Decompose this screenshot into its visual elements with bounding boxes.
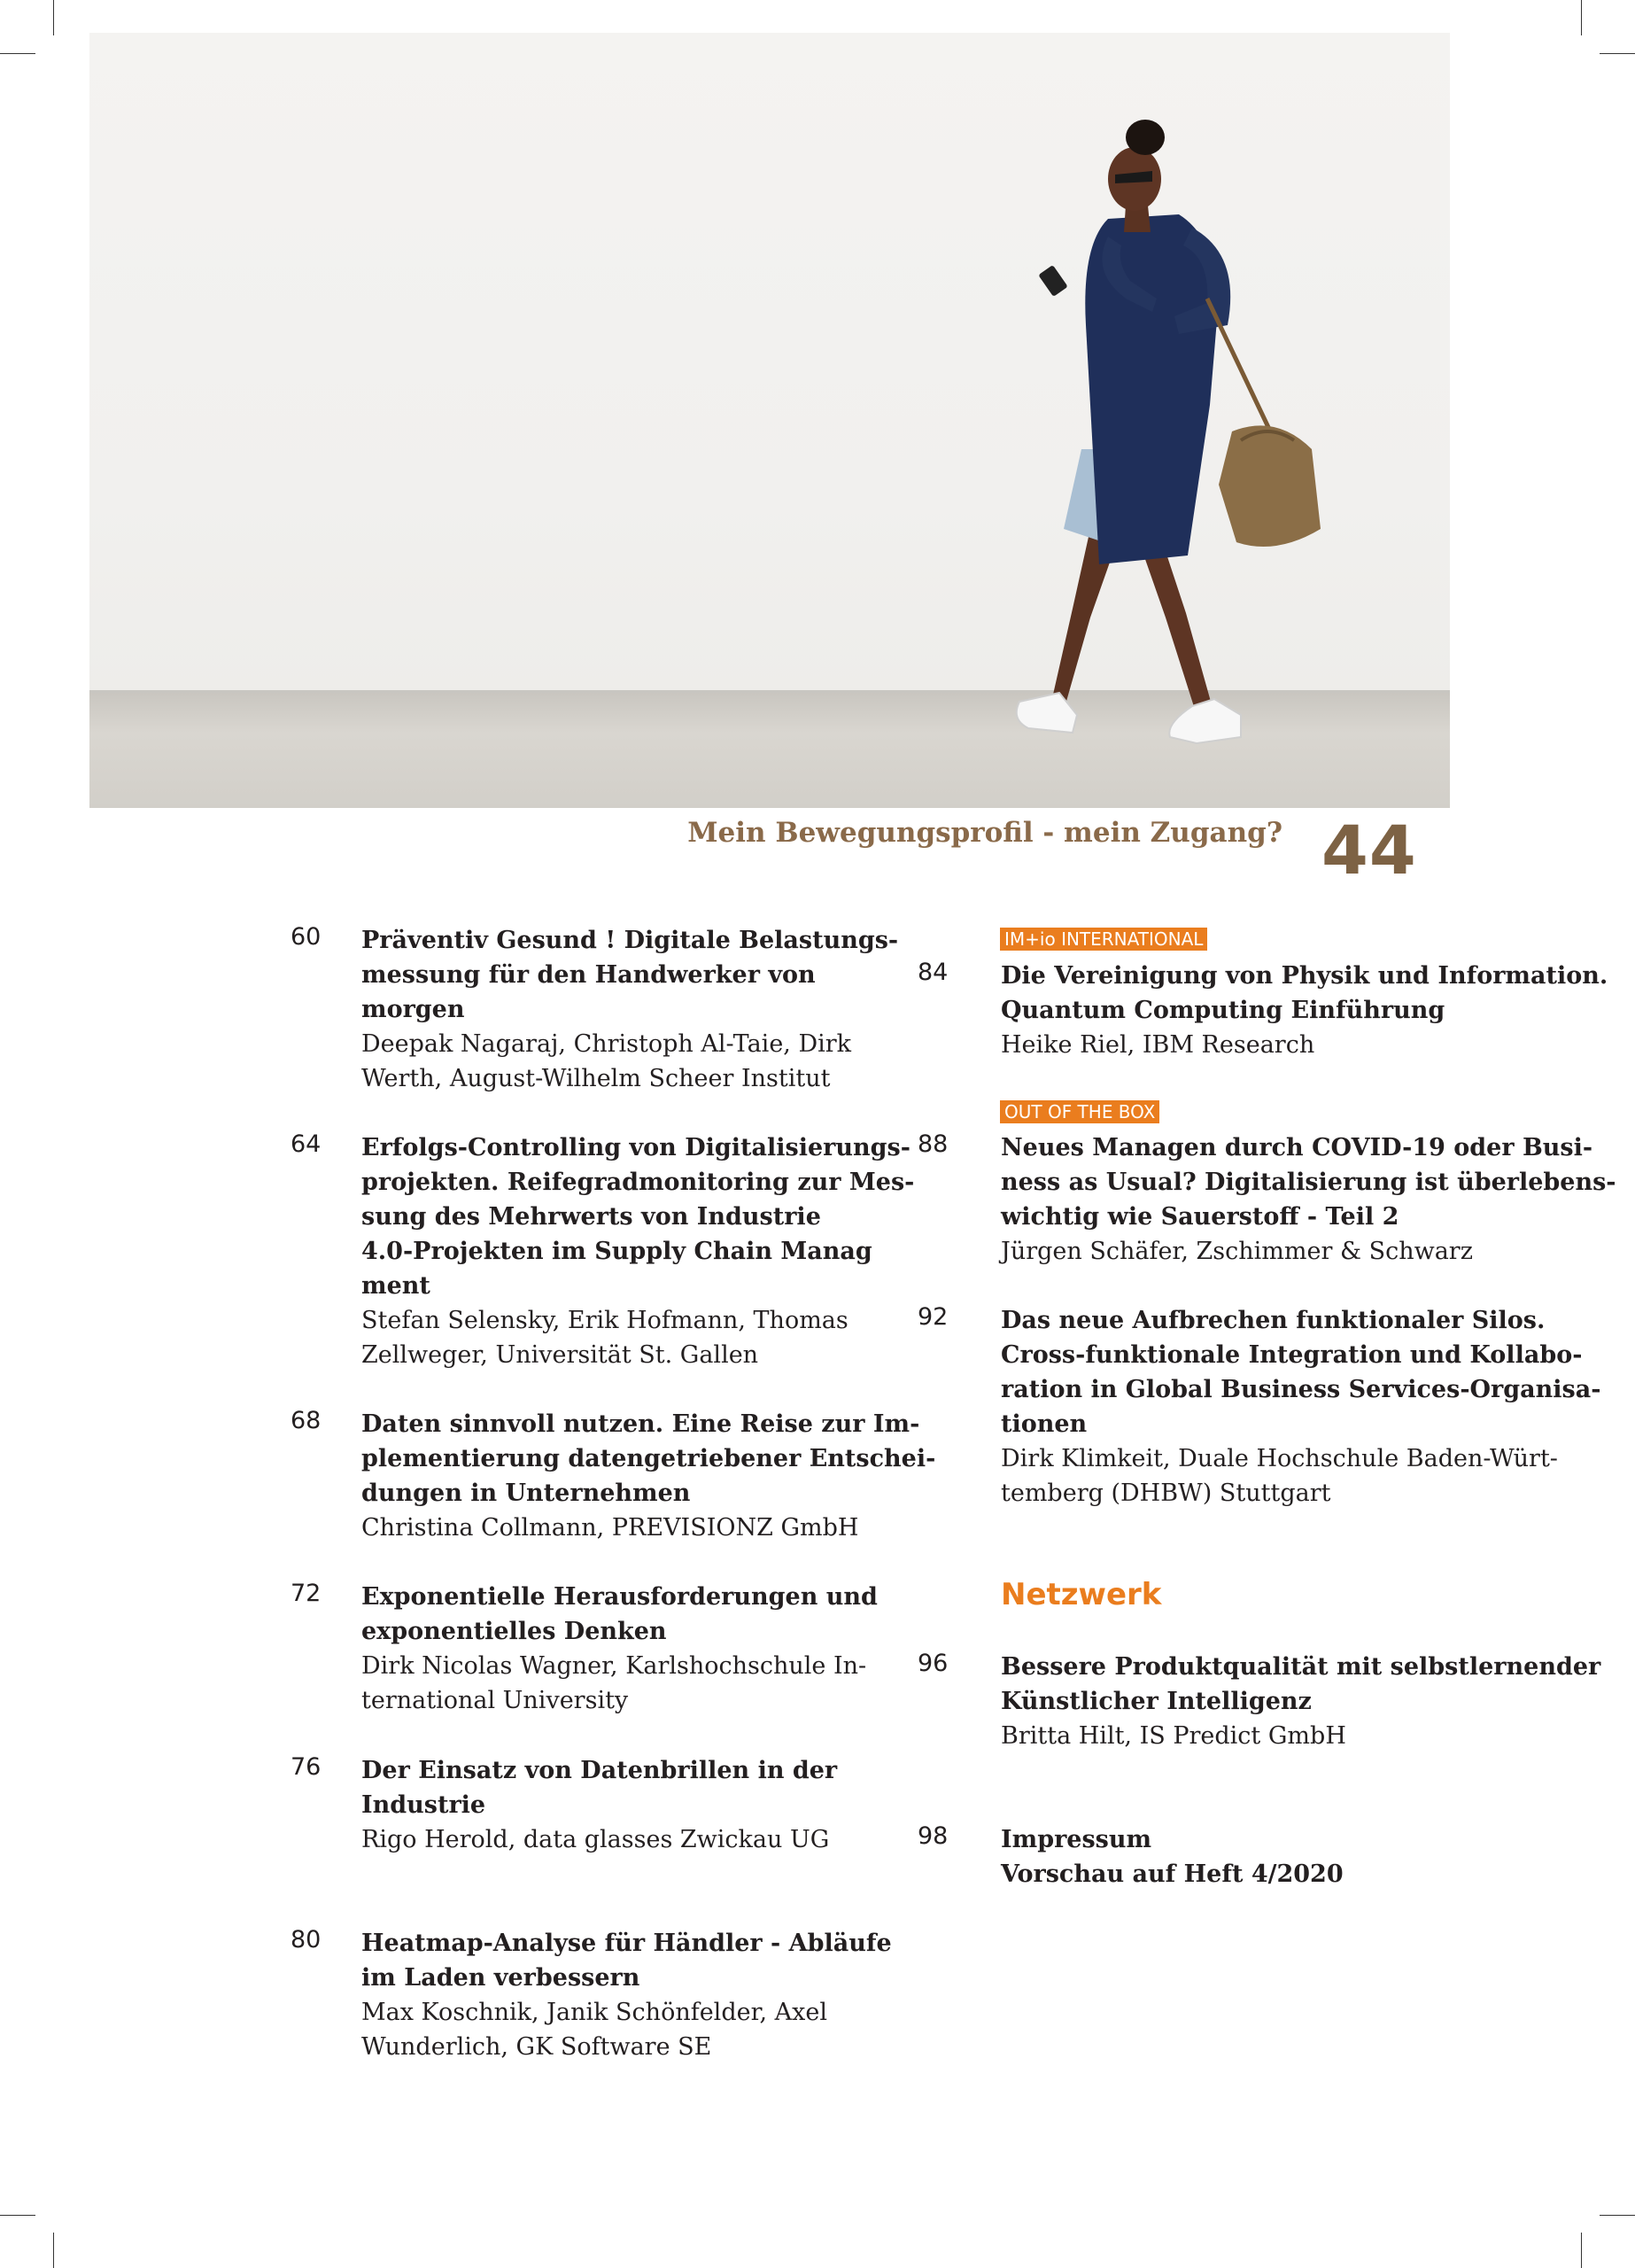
page-number: 72 (291, 1580, 322, 1607)
page-number: 84 (918, 959, 949, 986)
page-number: 64 (291, 1130, 322, 1158)
toc-entry[interactable] (1001, 1303, 1600, 1511)
toc-entry[interactable] (361, 1580, 878, 1718)
crop-mark (53, 2233, 54, 2268)
entry-authors: Britta Hilt, IS Predict GmbH (1001, 1722, 1346, 1750)
toc-entry[interactable] (361, 1407, 935, 1545)
toc-entry[interactable] (361, 923, 898, 1096)
toc-entry[interactable] (361, 1926, 892, 2064)
toc-entry[interactable] (361, 1130, 914, 1372)
page-number: 98 (918, 1822, 949, 1850)
feature-page-number: 44 (1321, 811, 1417, 889)
entry-title: Bessere Produktqualität mit selbstlernender Künstlicher Intelligenz (1001, 1653, 1601, 1715)
crop-mark (0, 2215, 35, 2216)
section-heading-netzwerk: Netzwerk (1001, 1577, 1162, 1612)
page-number: 76 (291, 1753, 322, 1781)
crop-mark (53, 0, 54, 35)
page-number: 96 (918, 1650, 949, 1677)
page-number: 88 (918, 1130, 949, 1158)
entry-authors: Christina Collmann, PREVISIONZ GmbH (361, 1514, 859, 1542)
entry-title: Präventiv Gesund ! Digitale Belastungs- messung für den Handwerker von morgen (361, 927, 899, 1023)
section-tag-out-of-the-box: OUT OF THE BOX (1000, 1100, 1159, 1123)
page-number: 68 (291, 1407, 322, 1434)
toc-entry[interactable] (1001, 1130, 1616, 1269)
crop-mark (1581, 2233, 1582, 2268)
crop-mark (0, 53, 35, 54)
entry-title: Erfolgs-Controlling von Digitalisierungs- projekten. Reifegradmonitoring zur Mes- sung des Mehrwerts von Industrie 4.0-Projekten im Supply Chain Manag ment (361, 1134, 915, 1300)
section-tag-international: IM+io INTERNATIONAL (1000, 928, 1207, 951)
entry-title: Das neue Aufbrechen funktionaler Silos. Cross-funktionale Integration und Kollabo- ration in Global Business Services-Organisa- tionen (1001, 1307, 1601, 1438)
crop-mark (1600, 53, 1635, 54)
entry-title: Heatmap-Analyse für Händler - Abläufe im Laden verbessern (361, 1930, 892, 1992)
walking-woman-illustration (89, 33, 1450, 808)
toc-entry[interactable] (361, 1753, 837, 1857)
entry-authors: Dirk Nicolas Wagner, Karlshochschule In- ternational University (361, 1652, 867, 1714)
page-number: 80 (291, 1926, 322, 1953)
entry-title: Neues Managen durch COVID-19 oder Busi- ness as Usual? Digitalisierung ist überlebens- wichtig wie Sauerstoff - Teil 2 (1001, 1134, 1616, 1231)
entry-authors: Jürgen Schäfer, Zschimmer & Schwarz (1001, 1238, 1473, 1265)
entry-title: Exponentielle Herausforderungen und exponentielles Denken (361, 1583, 878, 1645)
entry-authors: Rigo Herold, data glasses Zwickau UG (361, 1826, 830, 1853)
entry-authors: Heike Riel, IBM Research (1001, 1031, 1315, 1059)
entry-title: Impressum Vorschau auf Heft 4/2020 (1001, 1826, 1344, 1888)
toc-entry[interactable] (1001, 959, 1608, 1062)
entry-authors: Dirk Klimkeit, Duale Hochschule Baden-Würt- temberg (DHBW) Stuttgart (1001, 1445, 1558, 1507)
hero-photo (89, 33, 1450, 808)
crop-mark (1581, 0, 1582, 35)
entry-authors: Max Koschnik, Janik Schönfelder, Axel Wunderlich, GK Software SE (361, 1999, 828, 2061)
entry-title: Daten sinnvoll nutzen. Eine Reise zur Im- plementierung datengetriebener Entschei- dungen in Unternehmen (361, 1410, 936, 1507)
crop-mark (1600, 2215, 1635, 2216)
toc-entry[interactable] (1001, 1822, 1344, 1891)
feature-caption: Mein Bewegungsprofil - mein Zugang? (687, 817, 1282, 849)
page-number: 60 (291, 923, 322, 951)
entry-authors: Stefan Selensky, Erik Hofmann, Thomas Zellweger, Universität St. Gallen (361, 1307, 848, 1369)
entry-title: Der Einsatz von Datenbrillen in der Industrie (361, 1757, 838, 1819)
toc-entry[interactable] (1001, 1650, 1600, 1753)
entry-title: Die Vereinigung von Physik und Information. Quantum Computing Einführung (1001, 962, 1608, 1024)
entry-authors: Deepak Nagaraj, Christoph Al-Taie, Dirk Werth, August-Wilhelm Scheer Institut (361, 1030, 852, 1092)
page-number: 92 (918, 1303, 949, 1331)
